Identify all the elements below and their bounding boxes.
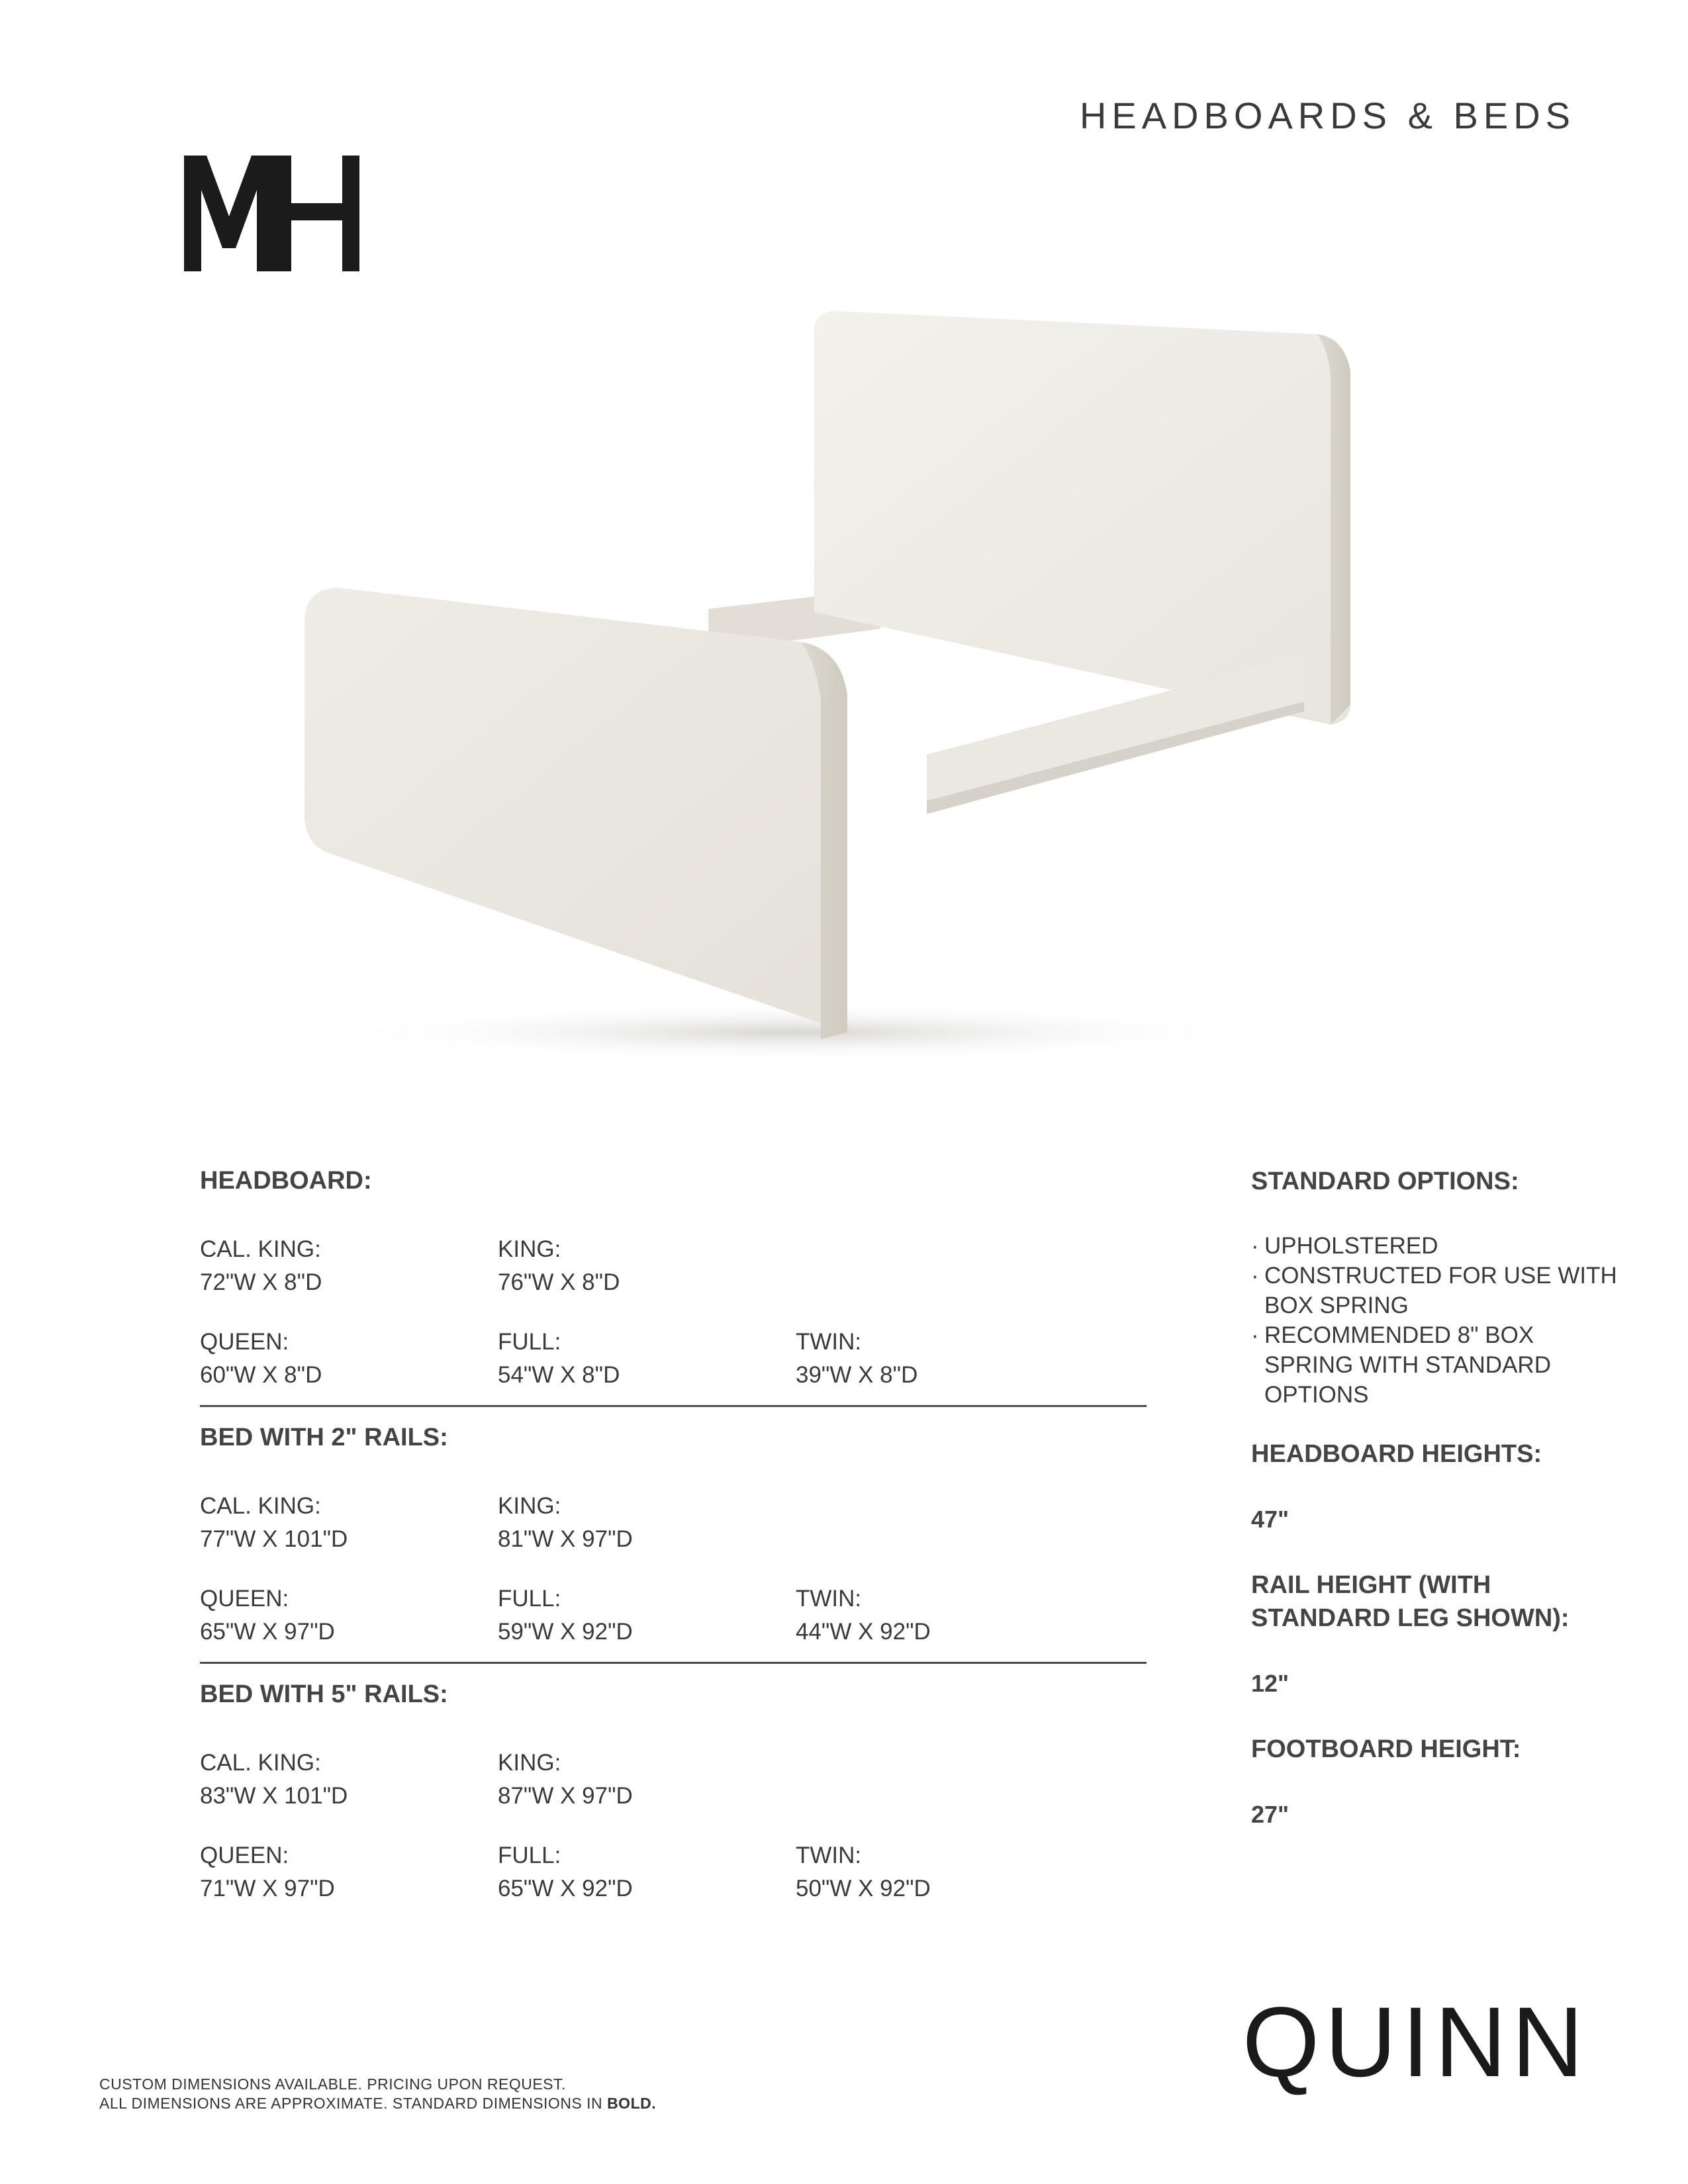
section-title: BED WITH 5" RAILS: <box>200 1680 448 1708</box>
dimension-row <box>200 1839 1147 1905</box>
brand-name: QUINN <box>1242 1986 1589 2097</box>
dimension-row <box>200 1582 1147 1649</box>
size-label: QUEEN: <box>200 1843 289 1868</box>
footboard-height-value: 27" <box>1251 1801 1289 1828</box>
size-label: FULL: <box>498 1329 561 1355</box>
dimension-cell <box>200 1582 498 1649</box>
footboard-height-title: FOOTBOARD HEIGHT: <box>1251 1735 1521 1763</box>
section-divider <box>200 1662 1147 1664</box>
size-value: 87"W X 97"D <box>498 1783 633 1809</box>
dimension-row <box>200 1326 1147 1392</box>
headboard-heights-title: HEADBOARD HEIGHTS: <box>1251 1440 1542 1468</box>
dimension-cell <box>498 1490 796 1556</box>
dimension-cell <box>498 1839 796 1905</box>
headboard-section <box>200 1165 1147 1407</box>
category-title: HEADBOARDS & BEDS <box>1079 95 1575 136</box>
size-label: CAL. KING: <box>200 1493 321 1519</box>
size-value: 65"W X 92"D <box>498 1876 633 1901</box>
size-value: 83"W X 101"D <box>200 1783 348 1809</box>
dimension-cell <box>200 1326 498 1392</box>
section-title: BED WITH 2" RAILS: <box>200 1424 448 1451</box>
size-value: 72"W X 8"D <box>200 1269 322 1295</box>
size-label: CAL. KING: <box>200 1236 321 1262</box>
size-label: QUEEN: <box>200 1329 289 1355</box>
bed-5in-rails-section <box>200 1678 1147 1905</box>
size-value: 77"W X 101"D <box>200 1526 348 1552</box>
size-value: 71"W X 97"D <box>200 1876 335 1901</box>
size-label: TWIN: <box>796 1586 862 1612</box>
dimension-row <box>200 1490 1147 1556</box>
list-item: · CONSTRUCTED FOR USE WITH BOX SPRING <box>1251 1261 1622 1320</box>
size-label: QUEEN: <box>200 1586 289 1612</box>
size-value: 50"W X 92"D <box>796 1876 931 1901</box>
dimension-cell <box>796 1326 1094 1392</box>
bed-2in-rails-section <box>200 1422 1147 1664</box>
headboard-heights-value: 47" <box>1251 1506 1289 1533</box>
size-value: 81"W X 97"D <box>498 1526 633 1552</box>
size-label: TWIN: <box>796 1843 862 1868</box>
footnote <box>99 2075 960 2113</box>
size-value: 60"W X 8"D <box>200 1362 322 1388</box>
section-divider <box>200 1405 1147 1407</box>
dimension-cell <box>498 1326 796 1392</box>
list-item: · UPHOLSTERED <box>1251 1231 1622 1261</box>
standard-options-title: STANDARD OPTIONS: <box>1251 1167 1519 1195</box>
size-label: CAL. KING: <box>200 1750 321 1776</box>
size-value: 44"W X 92"D <box>796 1619 931 1645</box>
dimensions-specs <box>200 1165 1147 1932</box>
section-title: HEADBOARD: <box>200 1167 372 1195</box>
size-value: 76"W X 8"D <box>498 1269 620 1295</box>
footnote-line-2-text: ALL DIMENSIONS ARE APPROXIMATE. STANDARD DIMENSIONS IN <box>99 2095 608 2112</box>
rail-height-value: 12" <box>1251 1670 1289 1697</box>
standard-options-list <box>1251 1231 1622 1410</box>
size-value: 59"W X 92"D <box>498 1619 633 1645</box>
dimension-cell <box>200 1490 498 1556</box>
size-label: KING: <box>498 1493 561 1519</box>
list-item: · RECOMMENDED 8" BOX SPRING WITH STANDARD OPTIONS <box>1251 1320 1622 1410</box>
dimension-cell <box>200 1747 498 1813</box>
footnote-line-1: CUSTOM DIMENSIONS AVAILABLE. PRICING UPON REQUEST. <box>99 2075 566 2093</box>
footnote-line-2-bold: BOLD. <box>607 2095 657 2112</box>
dimension-cell <box>796 1839 1094 1905</box>
size-label: KING: <box>498 1236 561 1262</box>
size-label: FULL: <box>498 1586 561 1612</box>
dimension-cell <box>498 1747 796 1813</box>
options-panel <box>1251 1165 1622 1864</box>
dimension-row <box>200 1233 1147 1299</box>
rail-height-title: RAIL HEIGHT (WITH STANDARD LEG SHOWN): <box>1251 1571 1570 1632</box>
dimension-cell <box>200 1233 498 1299</box>
footnote-line-2 <box>99 2094 960 2113</box>
dimension-row <box>200 1747 1147 1813</box>
dimension-cell <box>200 1839 498 1905</box>
upholstered-bed-photo <box>265 311 1390 1072</box>
dimension-cell <box>498 1233 796 1299</box>
mh-monogram-logo <box>184 156 359 271</box>
size-value: 54"W X 8"D <box>498 1362 620 1388</box>
dimension-cell <box>498 1582 796 1649</box>
size-value: 39"W X 8"D <box>796 1362 918 1388</box>
size-label: FULL: <box>498 1843 561 1868</box>
dimension-cell <box>796 1582 1094 1649</box>
size-value: 65"W X 97"D <box>200 1619 335 1645</box>
size-label: TWIN: <box>796 1329 862 1355</box>
size-label: KING: <box>498 1750 561 1776</box>
